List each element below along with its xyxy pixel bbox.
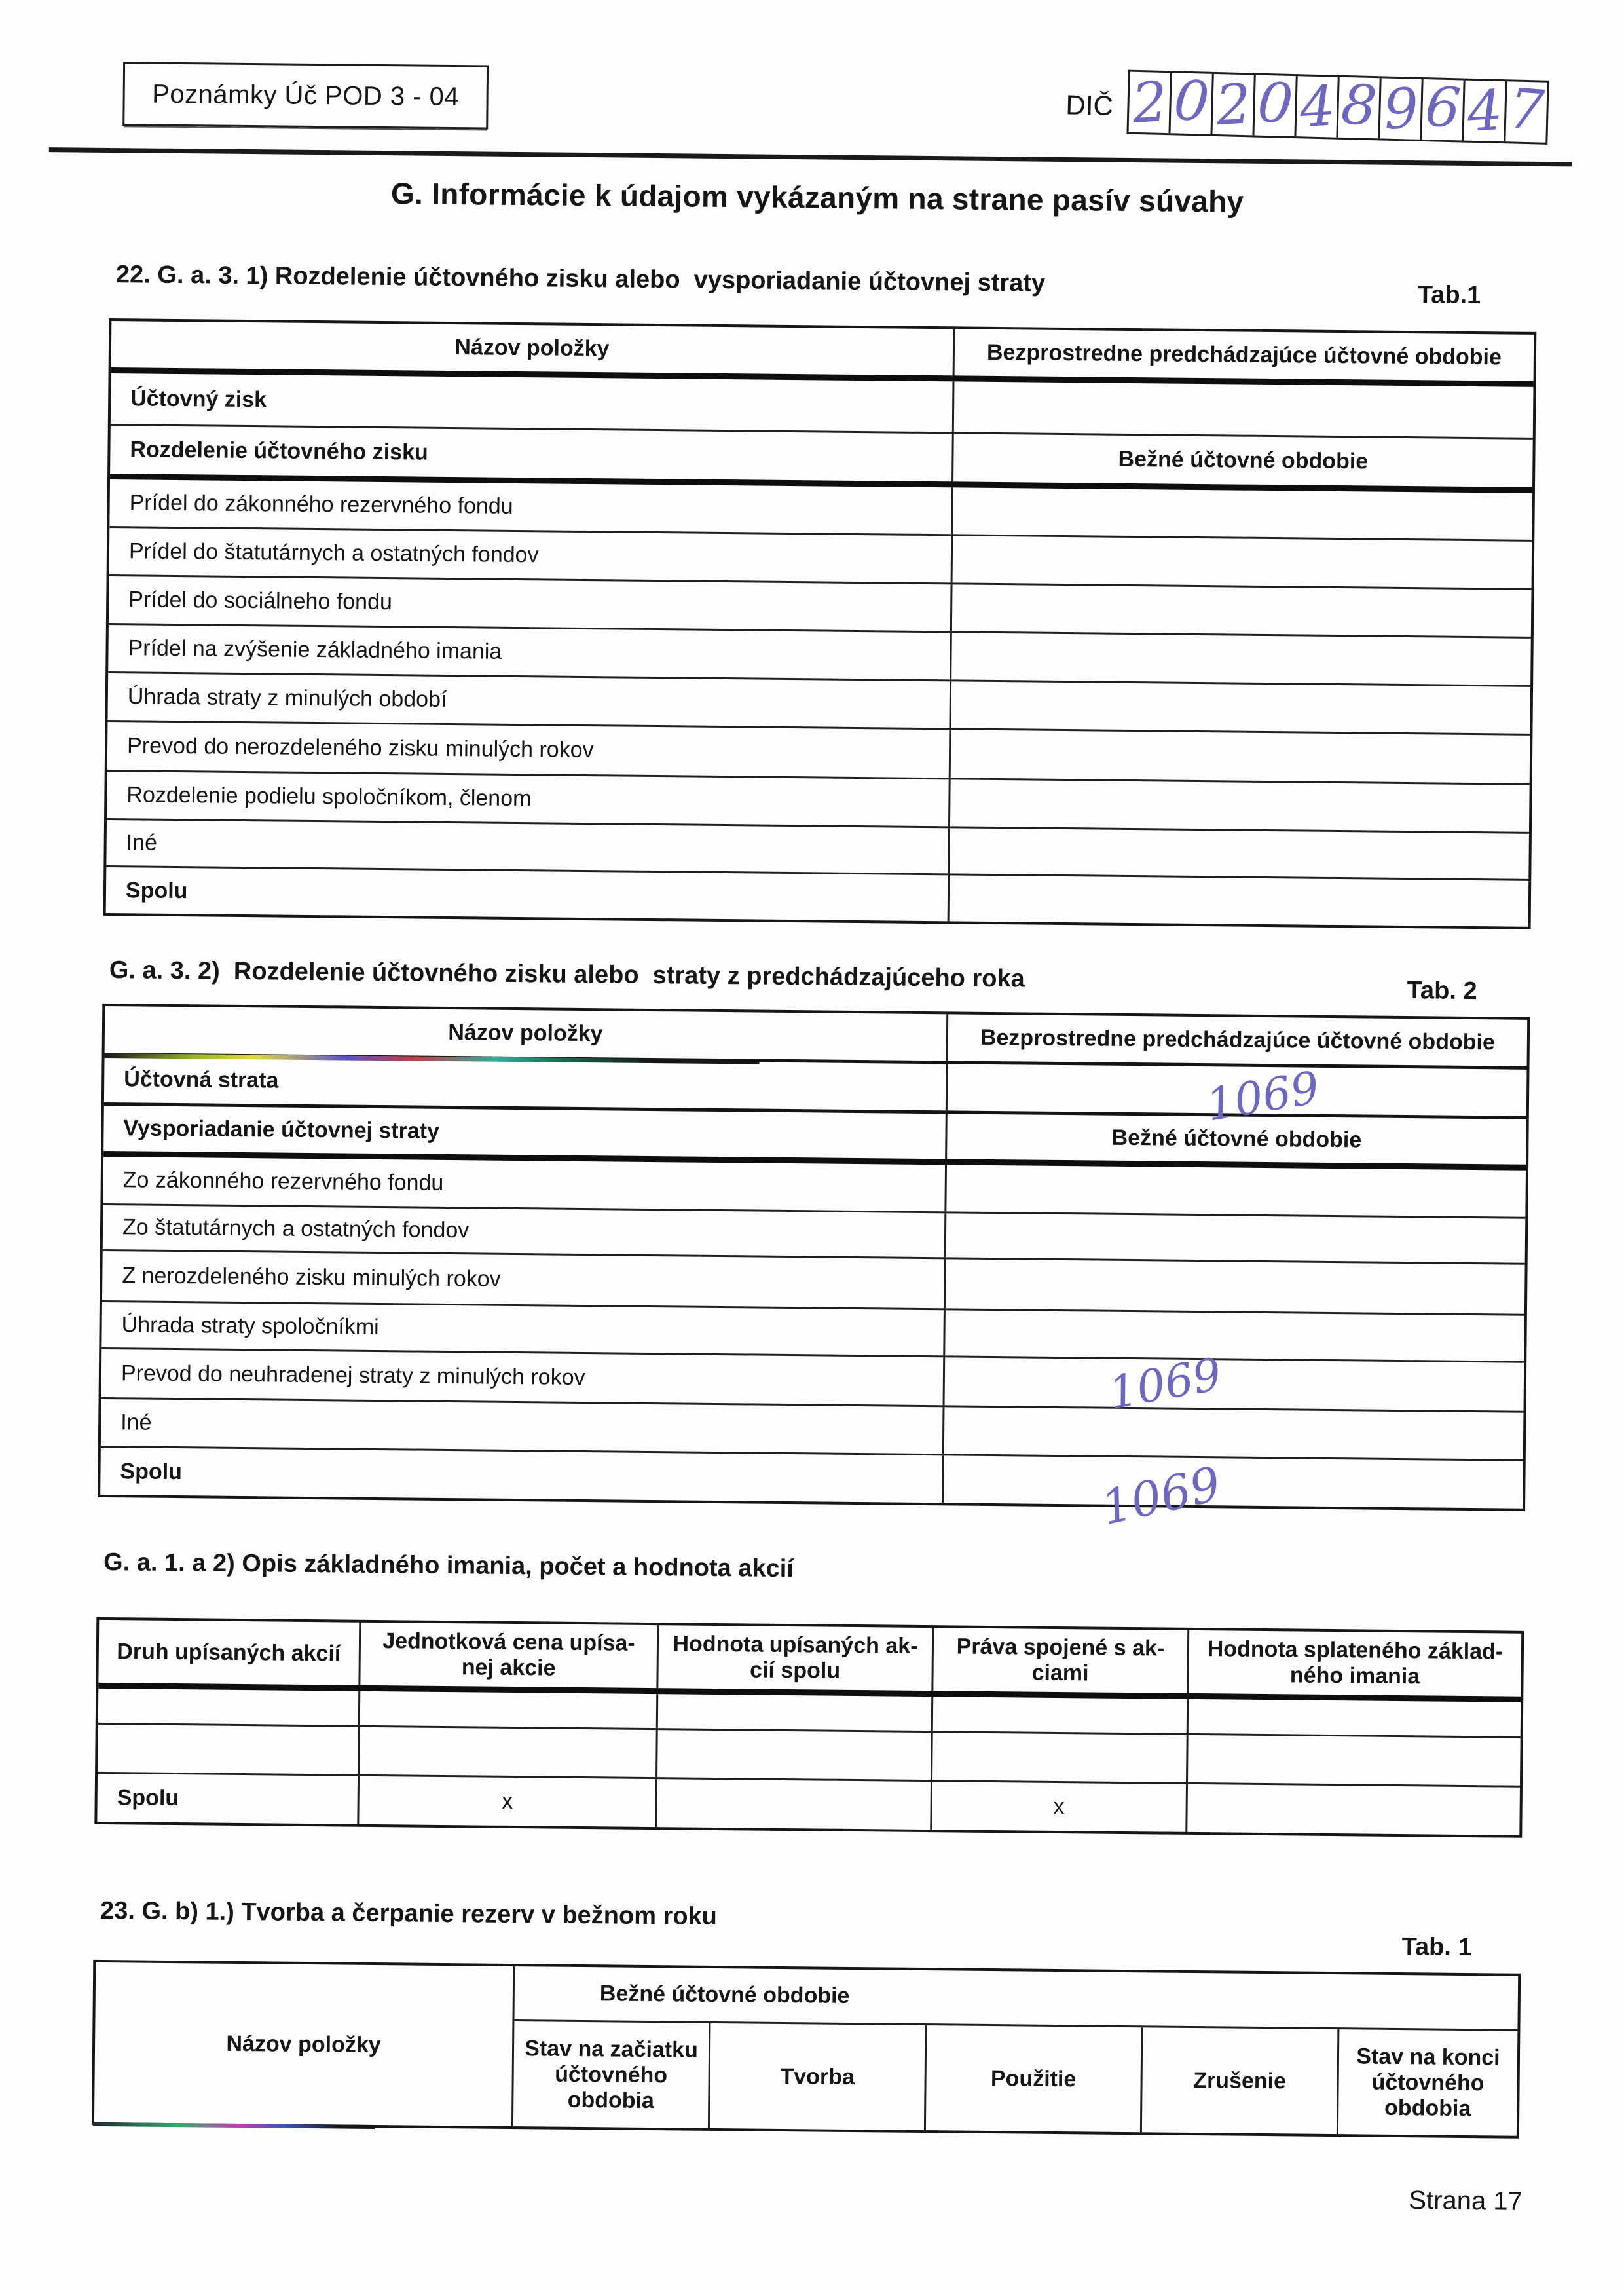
column-header-name: Názov položky — [448, 1020, 603, 1047]
tab-label-1: Tab.1 — [1417, 281, 1481, 310]
dic-digit-cell — [1129, 69, 1172, 136]
handwritten-digit: 6 — [1423, 73, 1464, 141]
table-profit-distribution — [103, 318, 1537, 929]
handwritten-digit: 4 — [1466, 77, 1505, 144]
row-label: Prídel na zvýšenie základného imania — [128, 635, 502, 664]
row-label: Prídel do sociálneho fondu — [128, 587, 393, 615]
row-label: Úhrada straty z minulých období — [127, 684, 447, 712]
row-label: Prevod do nerozdeleného zisku minulých rokov — [126, 733, 594, 763]
column-header-name: Názov položky — [454, 335, 610, 362]
column-header-current-period: Bežné účtovné obdobie — [1111, 1125, 1362, 1153]
row-label: Prídel do štatutárnych a ostatných fondov — [128, 538, 539, 568]
column-header-share-rights: Práva spojené s ak- ciami — [933, 1628, 1189, 1693]
handwritten-digit: 9 — [1382, 75, 1421, 142]
handwritten-digit: 2 — [1130, 69, 1170, 136]
row-label: Úhrada straty spoločníkmi — [121, 1312, 379, 1340]
row-label-profit: Účtovný zisk — [130, 386, 267, 413]
dic-digit-cell — [1297, 73, 1340, 140]
row-label: Z nerozdeleného zisku minulých rokov — [122, 1263, 501, 1292]
row-label-distribution: Rozdelenie účtovného zisku — [130, 437, 428, 465]
table-share-capital — [94, 1617, 1524, 1838]
tab-label-2: Tab. 2 — [1407, 977, 1477, 1005]
dic-digit-cell — [1255, 69, 1298, 137]
handwritten-value: 1069 — [1105, 1348, 1226, 1420]
row-label-total: Spolu — [125, 877, 188, 903]
row-label: Prevod do neuhradenej straty z minulých rokov — [120, 1361, 585, 1391]
column-header-opening-balance: Stav na začiatku účtovného obdobia — [513, 2021, 711, 2128]
dic-digit-cell — [1464, 77, 1507, 144]
handwritten-digit: 8 — [1339, 71, 1380, 139]
column-header-current-period: Bežné účtovné obdobie — [599, 1981, 850, 2008]
column-header-cancellation: Zrušenie — [1142, 2027, 1340, 2134]
dic-digit-cell — [1506, 76, 1547, 143]
tab-label-4: Tab. 1 — [1401, 1933, 1472, 1962]
table-header-row — [98, 1620, 1521, 1702]
page-number: Strana 17 — [1409, 2186, 1523, 2216]
row-label: Iné — [126, 830, 158, 855]
x-mark: x — [359, 1776, 657, 1827]
table-loss-settlement — [98, 1004, 1530, 1536]
column-header-name: Názov položky — [94, 1962, 515, 2126]
row-label-total: Spolu — [120, 1458, 183, 1484]
column-header-share-type: Druh upísaných akcií — [98, 1620, 361, 1685]
column-header-subscribed-value: Hodnota upísaných ak- cií spolu — [658, 1625, 934, 1691]
section-heading-22-ga31: 22. G. a. 3. 1) Rozdelenie účtovného zisku alebo vysporiadanie účtovnej straty — [115, 261, 1046, 297]
dic-digit-cell — [1338, 71, 1382, 139]
handwritten-digit: 4 — [1298, 73, 1337, 140]
dic-digit-cell — [1380, 75, 1424, 142]
page-title: G. Informácie k údajom vykázaným na strane pasív súvahy — [390, 176, 1244, 219]
dic-digit-cell — [1213, 71, 1256, 138]
row-label-settlement: Vysporiadanie účtovnej straty — [123, 1116, 440, 1144]
section-heading-ga12: G. a. 1. a 2) Opis základného imania, počet a hodnota akcií — [103, 1548, 794, 1583]
handwritten-value: 1069 — [1096, 1455, 1226, 1536]
table-reserves — [92, 1960, 1521, 2139]
handwritten-value: 1069 — [1202, 1062, 1323, 1132]
dic-label: DIČ — [1065, 89, 1114, 122]
column-header-creation: Tvorba — [710, 2023, 927, 2130]
dic-digit-cell — [1422, 73, 1466, 141]
dic-digit-cell — [1171, 67, 1214, 134]
row-label: Zo zákonného rezervného fondu — [122, 1167, 444, 1195]
row-label-total: Spolu — [97, 1774, 360, 1824]
dic-field — [1065, 68, 1549, 145]
handwritten-digit: 0 — [1255, 69, 1296, 137]
dic-digit-boxes — [1127, 67, 1549, 145]
column-header-current-period: Bežné účtovné obdobie — [1118, 446, 1369, 474]
row-label: Zo štatutárnych a ostatných fondov — [122, 1214, 470, 1243]
column-header-previous-period: Bezprostredne predchádzajúce účtovné obdobie — [980, 1024, 1496, 1055]
row-label: Rozdelenie podielu spoločníkom, členom — [126, 782, 532, 812]
form-code-label: Poznámky Úč POD 3 - 04 — [152, 79, 460, 111]
handwritten-digit: 2 — [1214, 71, 1253, 138]
handwritten-digit: 0 — [1172, 67, 1212, 134]
row-label-loss: Účtovná strata — [124, 1066, 279, 1093]
column-header-closing-balance: Stav na konci účtovného obdobia — [1356, 2043, 1500, 2121]
column-header-previous-period: Bezprostredne predchádzajúce účtovné obdobie — [986, 339, 1502, 370]
form-code-box — [122, 62, 489, 129]
column-header-paid-capital: Hodnota splateného základ- ného imania — [1207, 1636, 1504, 1689]
column-header-usage: Použitie — [926, 2025, 1143, 2132]
handwritten-digit: 7 — [1507, 76, 1547, 143]
section-heading-23-gb1: 23. G. b) 1.) Tvorba a čerpanie rezerv v bežnom roku — [100, 1896, 718, 1931]
header-divider-rule — [49, 147, 1572, 166]
section-heading-ga32: G. a. 3. 2) Rozdelenie účtovného zisku alebo straty z predchádzajúceho roka — [109, 956, 1025, 993]
column-header-unit-price: Jednotková cena upísa- nej akcie — [360, 1623, 659, 1688]
x-mark: x — [932, 1782, 1188, 1832]
row-label: Prídel do zákonného rezervného fondu — [129, 490, 513, 519]
row-label: Iné — [120, 1410, 152, 1435]
